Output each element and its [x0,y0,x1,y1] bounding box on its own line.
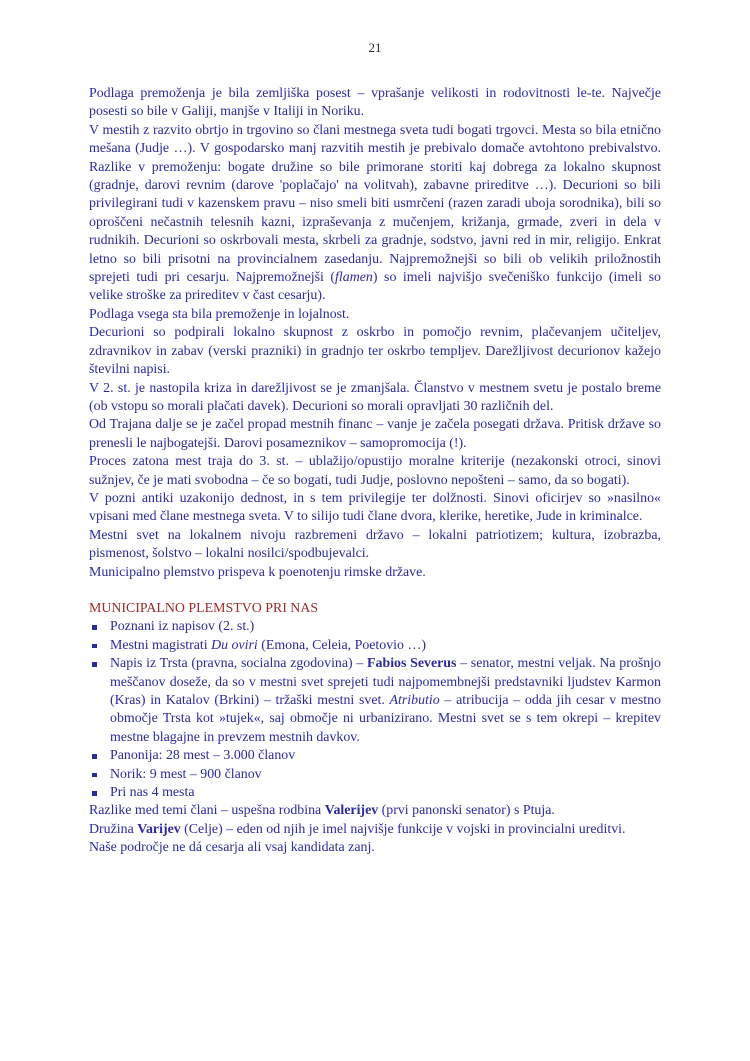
paragraph [89,839,661,857]
text-run: Fabios Severus [367,656,457,672]
paragraph [89,380,661,417]
text-run: ) so imeli najvišjo svečeniško funkcijo (imeli so velike stroške za prireditev v čast cesarju). [89,270,661,304]
text-run: – atribucija – odda jih cesar v mestno območje Trsta kot »tujek«, saj območje ni urbanizirano. Mestni svet se s tem okrepi – krepitev mestne blagajne in prevzem mestnih davkov. [110,693,661,745]
bullet-icon [92,754,97,759]
text-run: Du oviri [211,637,258,653]
text-run: Od Trajana dalje se je začel propad mestnih financ – vanje je začela posegati država. Pritisk države so prenesli le najbogatejši. Darovi posameznikov – samopromocija (!). [89,417,661,451]
text-run: Decurioni so podpirali lokalno skupnost z oskrbo in pomočjo revnim, plačevanjem učiteljev, zdravnikov in zabav (verski prazniki) in gradnjo ter oskrbo templjev. Darežljivost decurionov kažejo številni napisi. [89,325,661,378]
text-run: Mestni magistrati [110,637,212,653]
bullet-text [110,767,262,782]
text-run: Municipalno plemstvo prispeva k poenotenju rimske države. [89,564,426,580]
bullet-icon [92,791,97,796]
text-run: Norik: 9 mest – 900 članov [110,766,262,782]
paragraph [89,821,661,839]
text-run: Atributio [389,693,440,708]
bullet-icon [92,773,97,778]
bullet-item [89,766,661,784]
text-run: Podlaga premoženja je bila zemljiška posest – vprašanje velikosti in rodovitnosti le-te. Največje posesti so bile v Galiji, manjše v Italiji in Noriku. [89,86,661,120]
bullet-text [110,748,295,763]
bullet-text [110,656,661,745]
page-number: 21 [368,40,382,55]
bullet-icon [92,644,97,649]
paragraph [89,564,661,582]
text-run: V mestih z razvito obrtjo in trgovino so člani mestnega sveta tudi bogati trgovci. Mesta so bila etnično mešana (Judje …). V gospodarsko manj razvitih mestih je prebivalo domače avtohtono prebivalstvo. Razlike v premoženju: bogate družine so bile primorane storiti kaj dobrega za lokalno skupnost (gradnje, darovi revnim (darove 'poplačajo' na volitvah), zabavne prireditve …). Decurioni so bili privilegirani tudi v kazenskem pravu – niso smeli biti usmrčeni (razen zaradi uboja sorodnika), bili so oproščeni nečastnih telesnih kazni, izpraševanja z mučenjem, križanja, grmade, zveri in dela v rudnikih. Decurioni so oskrbovali mesta, skrbeli za gradnje, sodstvo, javni red in mir, religijo. Enkrat letno so bili prisotni na provincialnem zasedanju. Najpremožnejši so bili ob velikih priložnostih sprejeti tudi pri cesarju. Najpremožnejši ( [89,122,661,286]
paragraph [89,453,661,490]
section-heading [89,600,661,618]
text-run: Panonija: 28 mest – 3.000 članov [110,748,296,764]
paragraph [89,85,661,122]
bullet-item [89,747,661,765]
bullet-item [89,637,661,655]
text-run: flamen [335,270,373,286]
text-run: Pri nas 4 mesta [110,785,195,801]
paragraph [89,802,661,820]
text-run: Valerijev [324,803,379,819]
paragraph [89,122,661,306]
bullet-icon [92,662,97,667]
bullet-item [89,784,661,802]
text-run: (Celje) – eden od njih je imel najvišje funkcije v vojski in provincialni ureditvi. [180,821,626,837]
bullet-icon [92,625,97,630]
text-run: Razlike med temi člani – uspešna rodbina [89,803,325,819]
text-run: (Emona, Celeia, Poetovio …) [257,637,426,653]
bullet-text [110,638,426,653]
bullet-text [110,619,254,634]
text-run: Družina [89,821,138,837]
text-run: Podlaga vsega sta bila premoženje in lojalnost. [89,306,350,322]
document-content [89,85,661,858]
bullet-text [110,785,195,800]
text-run: (prvi panonski senator) s Ptuja. [378,803,555,819]
paragraph [89,527,661,564]
paragraph [89,306,661,324]
text-run: Naše področje ne dá cesarja ali vsaj kandidata zanj. [89,840,375,856]
text-run: V 2. st. je nastopila kriza in darežljivost se je zmanjšala. Članstvo v mestnem svetu je postalo breme (ob vstopu so morali plačati davek). Decurioni so morali opravljati 30 različnih del. [89,380,661,414]
text-run: Proces zatona mest traja do 3. st. – ublažijo/opustijo moralne kriterije (nezakonski otroci, sinovi sužnjev, če je mati svobodna – če so bogati, tudi Judje, poslovno nepošteni – samo, da so bogati). [89,454,661,488]
text-run: Napis iz Trsta (pravna, socialna zgodovina) – [110,656,368,672]
text-run: Varijev [137,821,181,837]
paragraph [89,416,661,453]
paragraph [89,324,661,379]
text-run: Poznani iz napisov (2. st.) [110,619,255,635]
bullet-item [89,655,661,747]
text-run: MUNICIPALNO PLEMSTVO PRI NAS [89,600,319,616]
paragraph [89,490,661,527]
text-run: Mestni svet na lokalnem nivoju razbremeni državo – lokalni patriotizem; kultura, izobrazba, pismenost, šolstvo – lokalni nosilci/spodbujevalci. [89,527,661,562]
text-run: – senator, mestni veljak. Na prošnjo meščanov doseže, da so v mestni svet sprejeti tudi najpomembnejši predstavniki ljudstev Karmon (Kras) in Katalov (Brkini) – tržaški mestni svet. [110,656,661,708]
text-run: V pozni antiki uzakonijo dednost, in s tem privilegije ter dolžnosti. Sinovi oficirjev so »nasilno« vpisani med člane mestnega sveta. V to silijo tudi člane dvora, klerike, heretike, Jude in kriminalce. [89,490,661,525]
bullet-item [89,618,661,636]
